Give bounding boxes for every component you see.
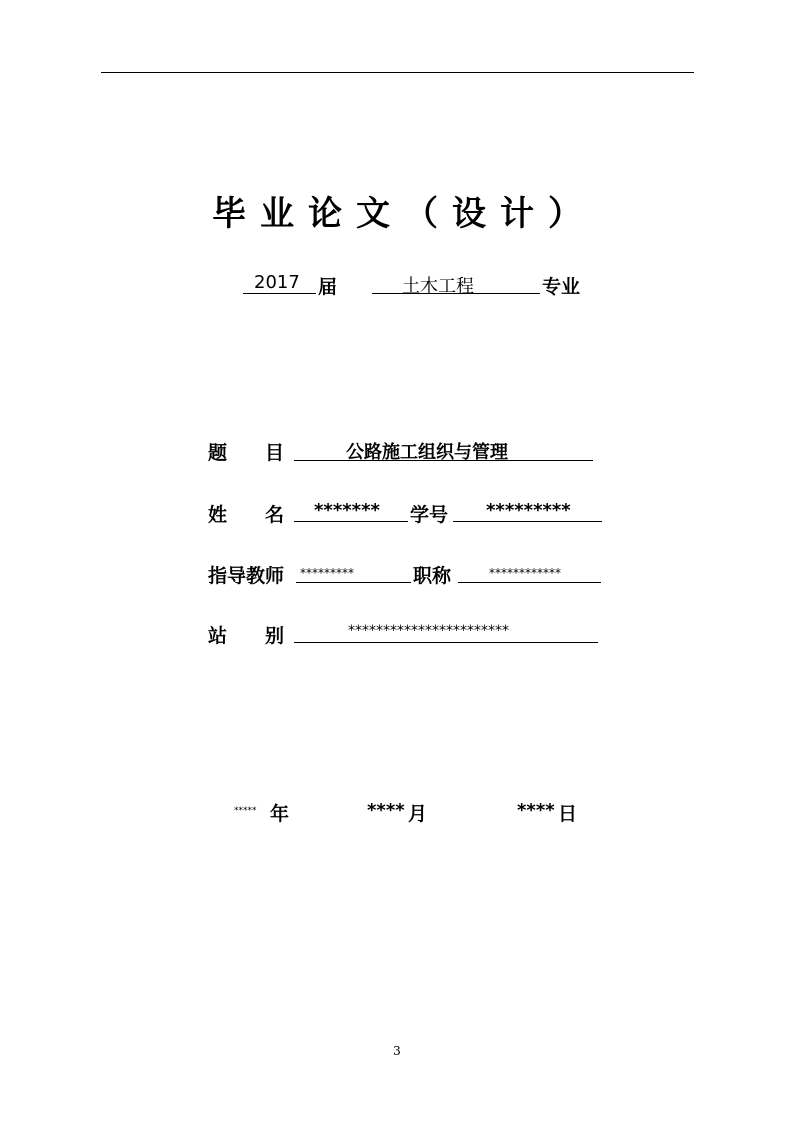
advisor-label: 指导教师 bbox=[208, 565, 285, 587]
professional-title-label: 职称 bbox=[413, 565, 452, 587]
year-suffix: 届 bbox=[318, 276, 338, 298]
topic-value: 公路施工组织与管理 bbox=[346, 442, 508, 463]
student-id-underline bbox=[453, 521, 602, 522]
document-title: 毕业论文（设计） bbox=[212, 194, 596, 234]
date-month: **** bbox=[367, 800, 405, 821]
year-value: 2017 bbox=[254, 272, 300, 293]
major-underline bbox=[372, 293, 540, 294]
advisor-underline bbox=[296, 582, 411, 583]
station-value: *********************** bbox=[348, 623, 509, 639]
date-year: ***** bbox=[234, 806, 257, 816]
student-id-label: 学号 bbox=[410, 504, 449, 526]
name-underline bbox=[294, 521, 408, 522]
major-suffix: 专业 bbox=[542, 276, 581, 298]
date-day: **** bbox=[517, 800, 555, 821]
date-month-unit: 月 bbox=[408, 803, 428, 825]
station-underline bbox=[294, 642, 598, 643]
year-underline bbox=[243, 293, 316, 294]
topic-underline bbox=[294, 460, 593, 461]
student-id-value: ********* bbox=[486, 500, 571, 521]
date-year-unit: 年 bbox=[270, 803, 290, 825]
advisor-value: ********* bbox=[300, 566, 354, 580]
station-label: 站 别 bbox=[208, 625, 285, 647]
date-day-unit: 日 bbox=[558, 803, 578, 825]
major-value: 土木工程 bbox=[402, 276, 474, 297]
professional-title-underline bbox=[458, 582, 601, 583]
page-number: 3 bbox=[393, 1044, 401, 1058]
professional-title-value: ************ bbox=[489, 566, 561, 580]
name-value: ******* bbox=[314, 500, 380, 521]
header-rule bbox=[101, 72, 694, 73]
topic-label: 题 目 bbox=[208, 442, 285, 464]
name-label: 姓 名 bbox=[208, 504, 285, 526]
